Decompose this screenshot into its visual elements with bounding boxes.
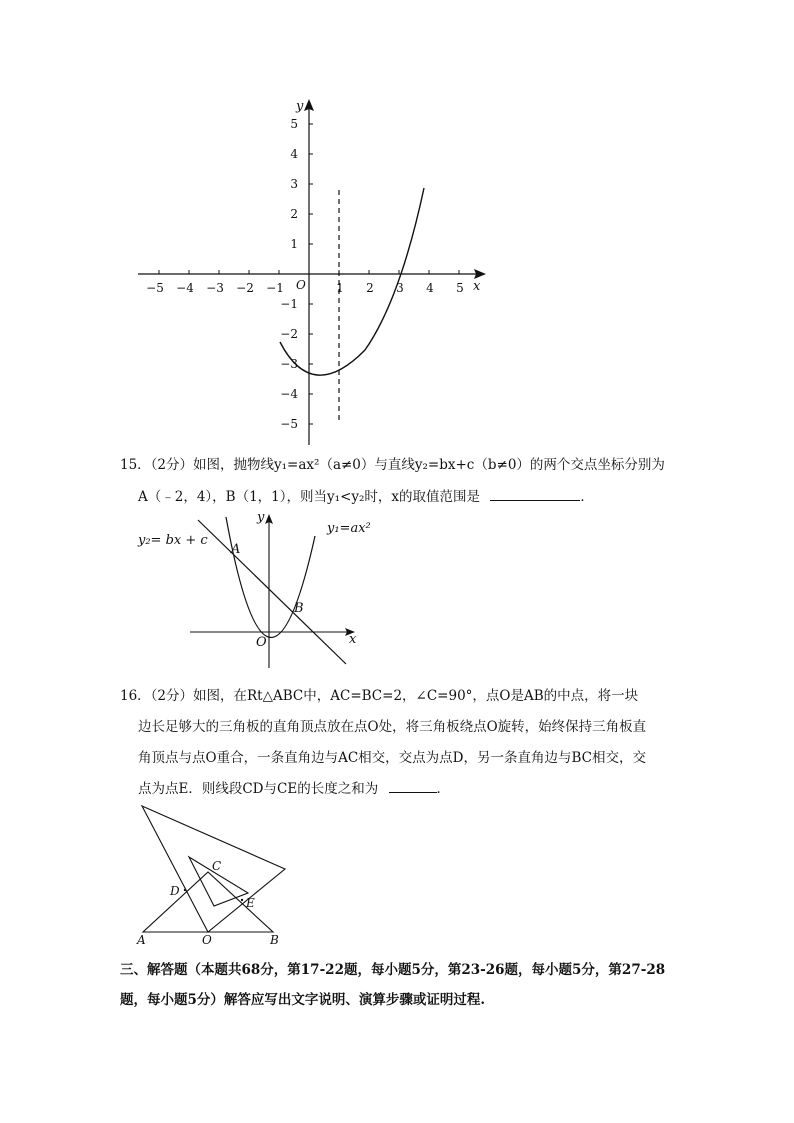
- label-y1: y₁=ax²: [327, 521, 371, 536]
- point-label-e: E: [246, 896, 255, 910]
- y-tick-label: −3: [280, 357, 298, 371]
- x-tick-label: 2: [366, 281, 374, 295]
- point-label-b: B: [294, 601, 304, 616]
- point-label-a: A: [231, 542, 241, 557]
- y-tick-label: 2: [290, 207, 298, 221]
- parabola-graph: [130, 95, 490, 455]
- x-tick-label: −4: [176, 281, 194, 295]
- x-tick-label: −1: [266, 281, 284, 295]
- x-tick-label: −2: [236, 281, 254, 295]
- point-e: [241, 899, 243, 901]
- q16-line4-text: 点为点E．则线段CD与CE的长度之和为: [138, 781, 379, 797]
- y-tick-label: −5: [280, 417, 298, 431]
- point-d: [184, 889, 186, 891]
- point-label-a: A: [137, 933, 146, 947]
- x-tick-label: 4: [426, 281, 434, 295]
- x-tick-label: −3: [206, 281, 224, 295]
- label-y2: y₂= bx + c: [138, 533, 208, 548]
- x-axis-label: x: [349, 632, 357, 647]
- q16-line4-end: ．: [436, 781, 450, 797]
- point-label-o: O: [202, 933, 212, 947]
- y-tick-label: −4: [280, 387, 298, 401]
- q15-line2-end: ．: [580, 489, 594, 505]
- y-axis-label: y: [296, 99, 304, 114]
- q16-line2: 边长足够大的三角板的直角顶点放在点O处，将三角板绕点O旋转，始终保持三角板直: [138, 719, 647, 735]
- y-axis-label: y: [257, 510, 265, 525]
- x-axis-label: x: [473, 279, 481, 294]
- x-tick-label: −5: [146, 281, 164, 295]
- q15-line2-text: A（﹣2，4），B（1，1），则当y₁<y₂时，x的取值范围是: [138, 489, 481, 505]
- y-tick-label: 3: [290, 177, 298, 191]
- q16-line3: 角顶点与点O重合，一条直角边与AC相交，交点为点D，另一条直角边与BC相交，交: [138, 750, 646, 766]
- section-3-heading-line2: 题，每小题5分）解答应写出文字说明、演算步骤或证明过程.: [120, 992, 486, 1008]
- point-label-b: B: [270, 933, 279, 947]
- line-y2: [198, 520, 346, 664]
- q16-line4: [138, 780, 450, 798]
- q16-figure: [130, 800, 300, 950]
- x-tick-label: 1: [336, 281, 344, 295]
- point-label-c: C: [212, 859, 222, 873]
- x-tick-label: 5: [456, 281, 464, 295]
- q15-figure: [135, 505, 375, 680]
- origin-label: O: [296, 278, 306, 292]
- q15-line1: 15．（2分）如图，抛物线y₁=ax²（a≠0）与直线y₂=bx+c（b≠0）的两个交点坐标分别为: [120, 457, 665, 473]
- x-tick-label: 3: [396, 281, 404, 295]
- y-tick-label: −1: [280, 297, 298, 311]
- y-tick-label: 5: [290, 117, 298, 131]
- parabola-y1: [226, 517, 315, 637]
- answer-blank[interactable]: [389, 780, 437, 793]
- y-tick-label: −2: [280, 327, 298, 341]
- y-tick-label: 4: [290, 147, 298, 161]
- origin-label: O: [256, 635, 267, 650]
- answer-blank[interactable]: [490, 488, 580, 501]
- q16-line1: 16．（2分）如图，在Rt△ABC中，AC=BC=2，∠C=90°，点O是AB的中点，将一块: [120, 688, 639, 704]
- y-tick-label: 1: [290, 237, 298, 251]
- q15-line2: [138, 488, 594, 506]
- section-3-heading-line1: 三、解答题（本题共68分，第17-22题，每小题5分，第23-26题，每小题5分，第27-28: [120, 962, 666, 978]
- point-label-d: D: [170, 884, 180, 898]
